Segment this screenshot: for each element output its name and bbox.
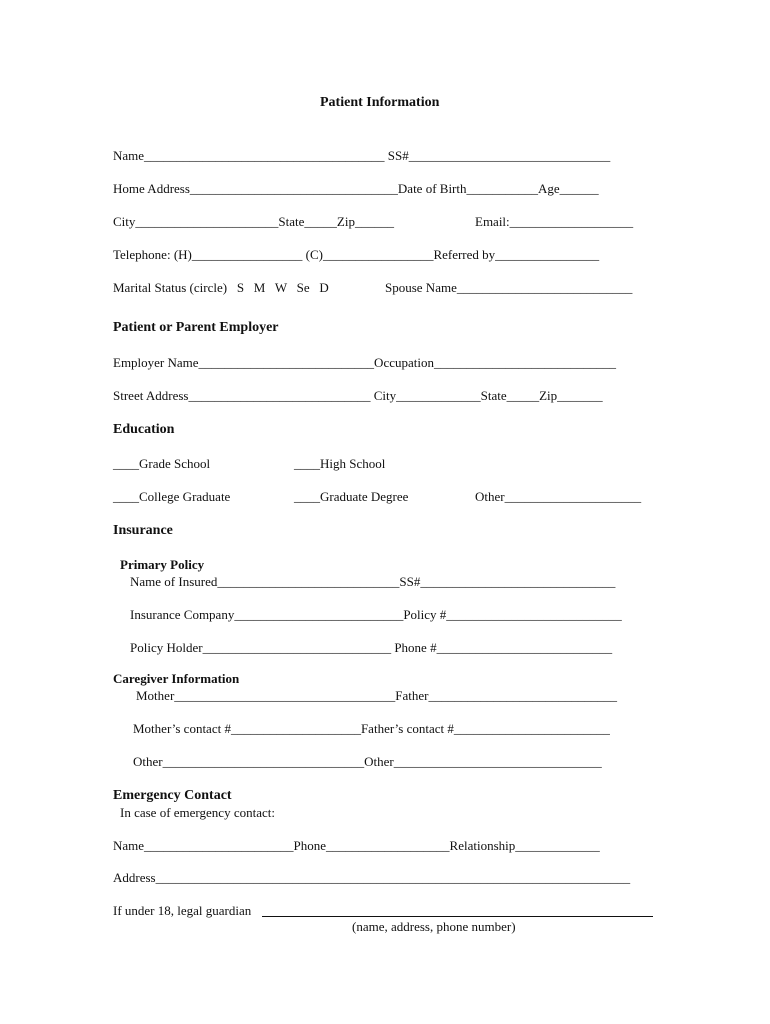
grade-school-option[interactable]: ____Grade School [113, 456, 211, 471]
page-title: Patient Information [320, 95, 440, 110]
name-of-insured-line[interactable]: Name of Insured____________________________SS#______________________________ [130, 574, 616, 589]
emergency-address-line[interactable]: Address_________________________________________________________________________ [113, 870, 631, 885]
college-graduate-option[interactable]: ____College Graduate [113, 489, 231, 504]
guardian-input-line[interactable] [262, 916, 653, 917]
graduate-degree-option[interactable]: ____Graduate Degree [294, 489, 409, 504]
emergency-heading: Emergency Contact [113, 788, 232, 803]
home-address-dob-age-line[interactable]: Home Address________________________________Date of Birth___________Age______ [113, 181, 599, 196]
policy-holder-line[interactable]: Policy Holder_____________________________ Phone #___________________________ [130, 640, 613, 655]
telephone-referred-line[interactable]: Telephone: (H)_________________ (C)_________________Referred by________________ [113, 247, 600, 262]
employer-occupation-line[interactable]: Employer Name___________________________Occupation____________________________ [113, 355, 616, 370]
email-line[interactable]: Email:___________________ [475, 214, 634, 229]
caregiver-other-line[interactable]: Other_______________________________Other________________________________ [133, 754, 602, 769]
insurance-heading: Insurance [113, 523, 173, 538]
guardian-hint: (name, address, phone number) [352, 919, 516, 934]
city-state-zip-line[interactable]: City______________________State_____Zip______ [113, 214, 394, 229]
patient-name-ss-line[interactable]: Name_____________________________________ SS#_______________________________ [113, 148, 611, 163]
emergency-instruction: In case of emergency contact: [120, 805, 275, 820]
caregiver-heading: Caregiver Information [113, 671, 240, 686]
mother-father-line[interactable]: Mother__________________________________Father_____________________________ [136, 688, 617, 703]
insurance-company-line[interactable]: Insurance Company__________________________Policy #___________________________ [130, 607, 622, 622]
high-school-option[interactable]: ____High School [294, 456, 386, 471]
guardian-label: If under 18, legal guardian [113, 903, 252, 918]
education-other-line[interactable]: Other_____________________ [475, 489, 642, 504]
spouse-name-line[interactable]: Spouse Name___________________________ [385, 280, 633, 295]
primary-policy-heading: Primary Policy [120, 557, 205, 572]
marital-status-line[interactable]: Marital Status (circle) S M W Se D [113, 280, 329, 295]
parent-contacts-line[interactable]: Mother’s contact #____________________Father’s contact #________________________ [133, 721, 610, 736]
emergency-name-line[interactable]: Name_______________________Phone___________________Relationship_____________ [113, 838, 600, 853]
education-heading: Education [113, 422, 175, 437]
employer-heading: Patient or Parent Employer [113, 320, 279, 335]
street-address-line[interactable]: Street Address____________________________ City_____________State_____Zip_______ [113, 388, 603, 403]
